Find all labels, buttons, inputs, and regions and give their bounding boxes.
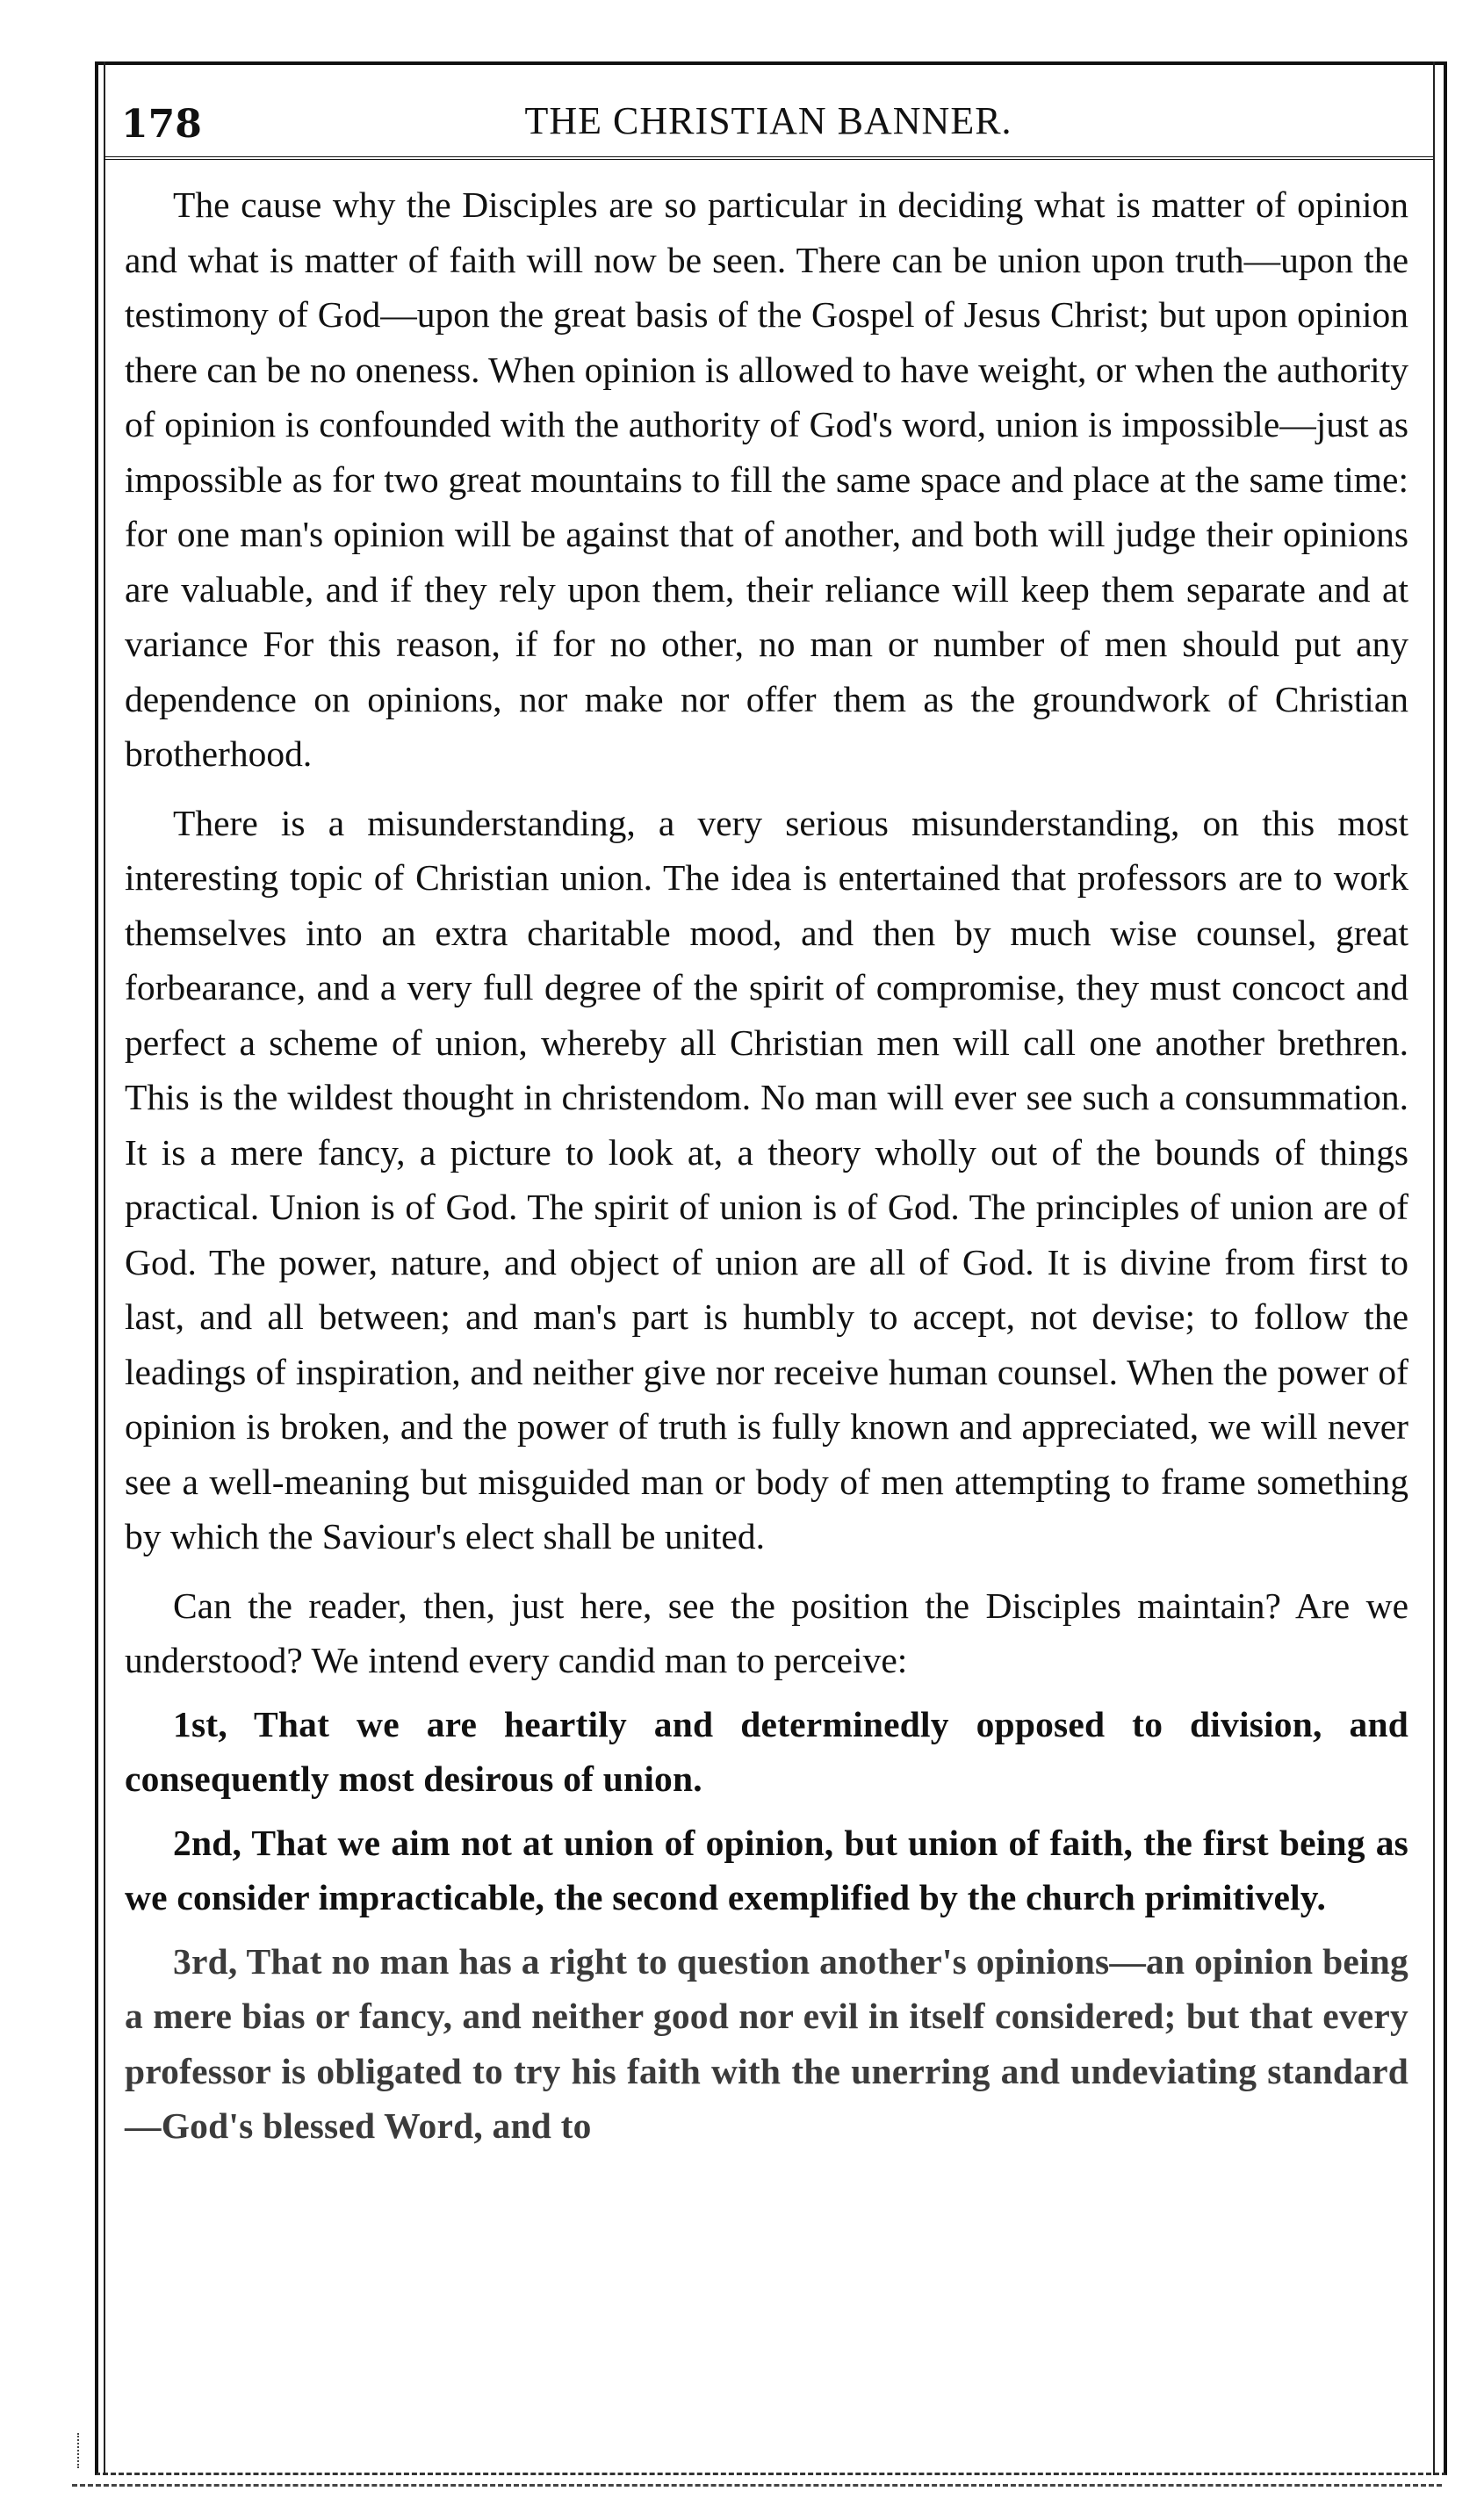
paragraph-position-question: Can the reader, then, just here, see the position the Disciples maintain? Are we understood? We intend every candid man to perceive: bbox=[125, 1585, 1408, 1680]
page-number: 178 bbox=[121, 102, 202, 147]
paragraph-opinion-vs-faith: The cause why the Disciples are so particular in deciding what is matter of opinion and what is matter of faith will now be seen. There can be union upon truth—upon the testimony of God—upon the great basis of the Gospel of Jesus Christ; but upon opinion there can be no oneness. When opinion is allowed to have weight, or when the authority of opinion is confounded with the authority of God's word, union is impossible—just as impossible as for two great mountains to fill the same space and place at the same time: for one man's opinion will be against that of another, and both will judge their opinions are valuable, and if they rely upon them, their reliance will keep them separate and at variance For this reason, if for no other, no man or number of men should put any dependence on opinions, nor make nor offer them as the groundwork of Christian brotherhood. bbox=[125, 184, 1408, 774]
paragraph-point-2nd: 2nd, That we aim not at union of opinion, but union of faith, the first being as we consider impracticable, the second exemplified by the church primitively. bbox=[125, 1822, 1408, 1917]
margin-tick bbox=[77, 2433, 93, 2468]
article-body bbox=[125, 177, 1408, 2168]
inner-rule-left bbox=[104, 61, 105, 2475]
paragraph-point-1st: 1st, That we are heartily and determinedly opposed to division, and consequently most desirous of union. bbox=[125, 1703, 1408, 1799]
running-head: THE CHRISTIAN BANNER. bbox=[524, 99, 1012, 142]
page-header bbox=[104, 79, 1433, 160]
paragraph-misunderstanding: There is a misunderstanding, a very serious misunderstanding, on this most interesting topic of Christian union. The idea is entertained that professors are to work themselves into an extra charitable mood, and then by much wise counsel, great forbearance, and a very full degree of the spirit of compromise, they must concoct and perfect a scheme of union, whereby all Christian men will call one another brethren. This is the wildest thought in christendom. No man will ever see such a consummation. It is a mere fancy, a picture to look at, a theory wholly out of the bounds of things practical. Union is of God. The spirit of union is of God. The principles of union are of God. The power, nature, and object of union are all of God. It is divine from first to last, and all between; and man's part is humbly to accept, not devise; to follow the leadings of inspiration, and neither give nor receive human counsel. When the power of opinion is broken, and the power of truth is fully known and appreciated, we will never see a well-meaning but misguided man or body of men attempting to frame something by which the Saviour's elect shall be united. bbox=[125, 802, 1408, 1556]
bottom-rule bbox=[72, 2484, 1442, 2489]
paragraph-point-3rd: 3rd, That no man has a right to question another's opinions—an opinion being a mere bias or fancy, and neither good nor evil in itself considered; but that every professor is obligated to try his faith with the unerring and undeviating standard—God's blessed Word, and to bbox=[125, 1940, 1408, 2146]
inner-rule-right bbox=[1433, 61, 1435, 2475]
